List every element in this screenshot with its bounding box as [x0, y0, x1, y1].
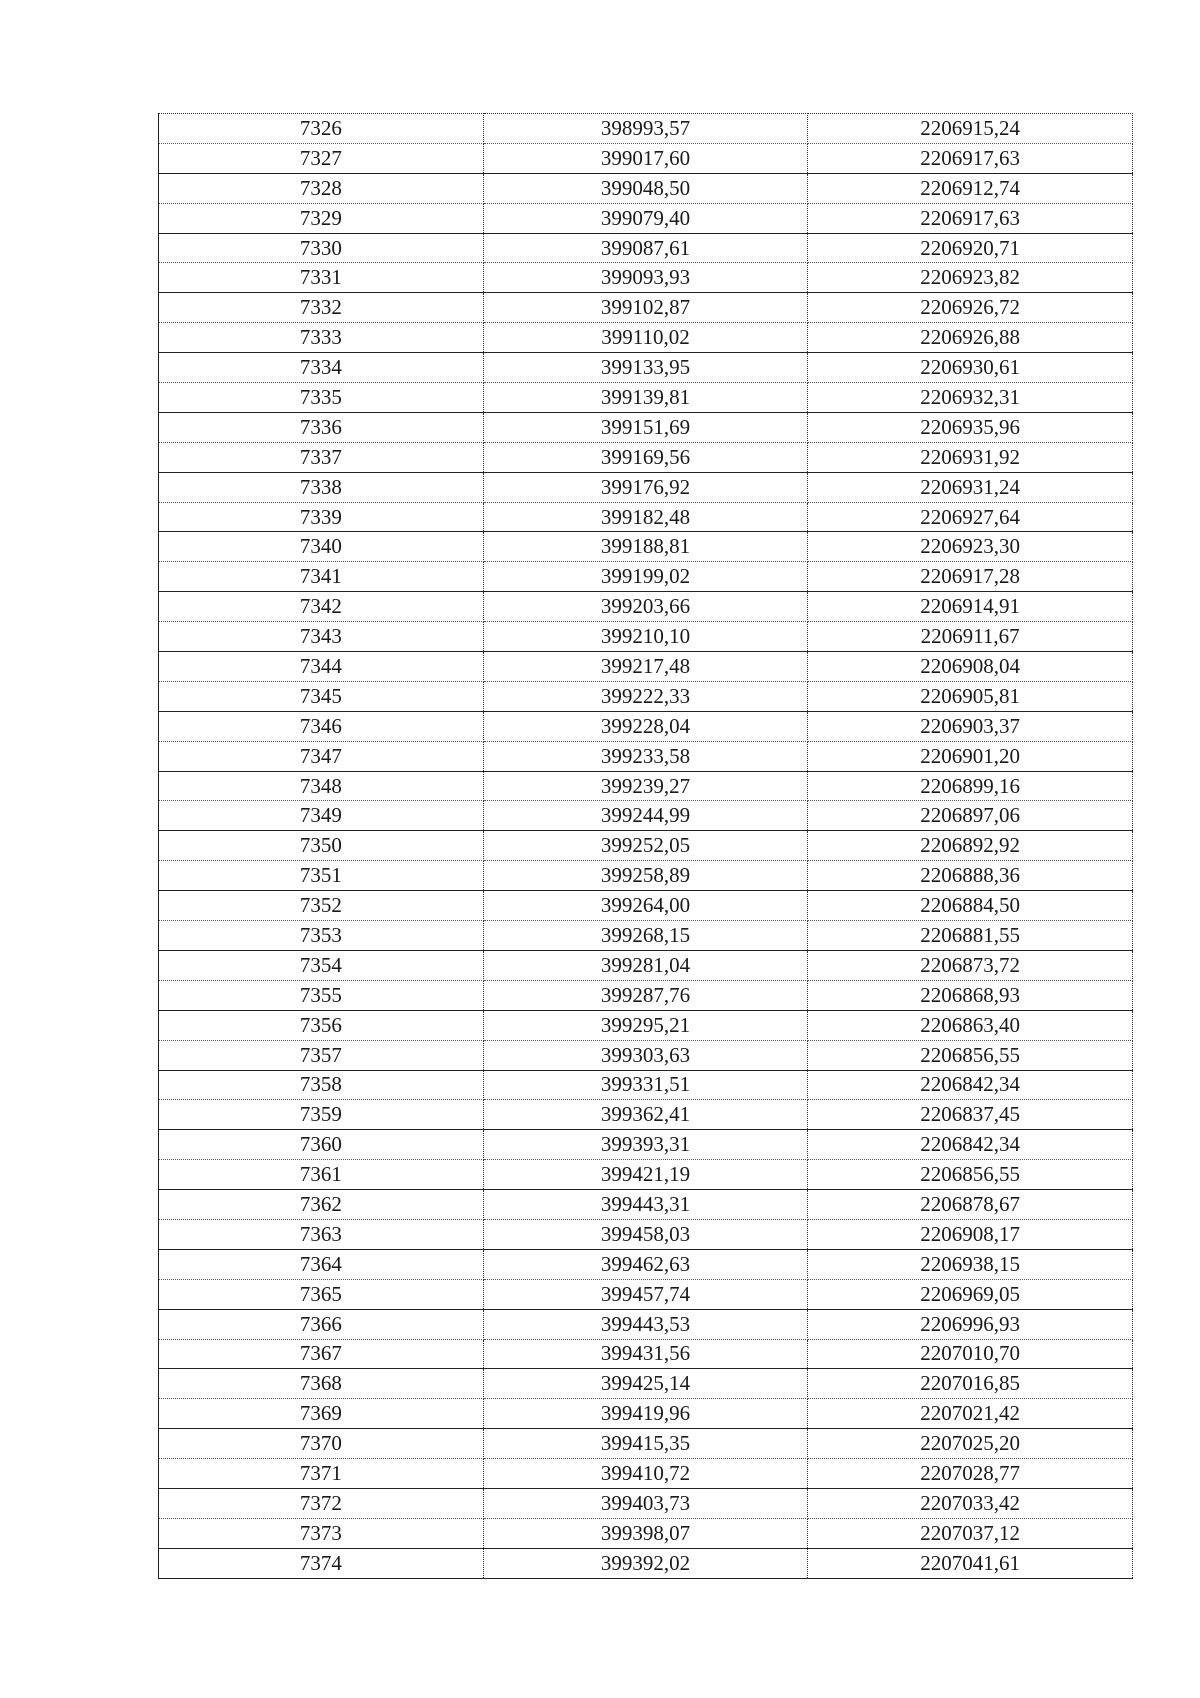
y-coordinate-cell: 2206931,24 [808, 472, 1133, 502]
x-coordinate-cell: 399415,35 [483, 1429, 808, 1459]
table-row [159, 233, 1133, 263]
point-number-cell: 7349 [159, 801, 484, 831]
table-row [159, 1070, 1133, 1100]
x-coordinate-cell: 399421,19 [483, 1160, 808, 1190]
point-number-cell: 7351 [159, 861, 484, 891]
x-coordinate-cell: 399176,92 [483, 472, 808, 502]
y-coordinate-cell: 2207025,20 [808, 1429, 1133, 1459]
table-row [159, 801, 1133, 831]
table-row [159, 114, 1133, 144]
y-coordinate-cell: 2207028,77 [808, 1459, 1133, 1489]
x-coordinate-cell: 399295,21 [483, 1010, 808, 1040]
table-row [159, 1190, 1133, 1220]
y-coordinate-cell: 2206996,93 [808, 1309, 1133, 1339]
table-row [159, 622, 1133, 652]
x-coordinate-cell: 399331,51 [483, 1070, 808, 1100]
x-coordinate-cell: 399087,61 [483, 233, 808, 263]
y-coordinate-cell: 2206842,34 [808, 1130, 1133, 1160]
table-row [159, 1219, 1133, 1249]
point-number-cell: 7344 [159, 652, 484, 682]
table-row [159, 1279, 1133, 1309]
y-coordinate-cell: 2206935,96 [808, 412, 1133, 442]
table-row [159, 472, 1133, 502]
x-coordinate-cell: 398993,57 [483, 114, 808, 144]
x-coordinate-cell: 399151,69 [483, 412, 808, 442]
x-coordinate-cell: 399462,63 [483, 1249, 808, 1279]
table-row [159, 562, 1133, 592]
point-number-cell: 7333 [159, 323, 484, 353]
point-number-cell: 7359 [159, 1100, 484, 1130]
point-number-cell: 7364 [159, 1249, 484, 1279]
point-number-cell: 7341 [159, 562, 484, 592]
x-coordinate-cell: 399079,40 [483, 203, 808, 233]
table-row [159, 652, 1133, 682]
y-coordinate-cell: 2206856,55 [808, 1040, 1133, 1070]
y-coordinate-cell: 2206868,93 [808, 980, 1133, 1010]
table-row [159, 831, 1133, 861]
x-coordinate-cell: 399199,02 [483, 562, 808, 592]
coordinates-table [158, 113, 1133, 1579]
y-coordinate-cell: 2207041,61 [808, 1548, 1133, 1578]
x-coordinate-cell: 399048,50 [483, 173, 808, 203]
x-coordinate-cell: 399203,66 [483, 592, 808, 622]
table-row [159, 1399, 1133, 1429]
table-row [159, 502, 1133, 532]
x-coordinate-cell: 399233,58 [483, 741, 808, 771]
y-coordinate-cell: 2206923,30 [808, 532, 1133, 562]
x-coordinate-cell: 399458,03 [483, 1219, 808, 1249]
y-coordinate-cell: 2207021,42 [808, 1399, 1133, 1429]
point-number-cell: 7327 [159, 143, 484, 173]
table-row [159, 592, 1133, 622]
table-row [159, 1339, 1133, 1369]
point-number-cell: 7330 [159, 233, 484, 263]
point-number-cell: 7367 [159, 1339, 484, 1369]
table-row [159, 143, 1133, 173]
x-coordinate-cell: 399443,53 [483, 1309, 808, 1339]
table-row [159, 980, 1133, 1010]
point-number-cell: 7368 [159, 1369, 484, 1399]
y-coordinate-cell: 2206873,72 [808, 950, 1133, 980]
point-number-cell: 7363 [159, 1219, 484, 1249]
table-row [159, 532, 1133, 562]
x-coordinate-cell: 399182,48 [483, 502, 808, 532]
x-coordinate-cell: 399110,02 [483, 323, 808, 353]
x-coordinate-cell: 399431,56 [483, 1339, 808, 1369]
x-coordinate-cell: 399244,99 [483, 801, 808, 831]
y-coordinate-cell: 2206908,17 [808, 1219, 1133, 1249]
y-coordinate-cell: 2206915,24 [808, 114, 1133, 144]
x-coordinate-cell: 399169,56 [483, 442, 808, 472]
point-number-cell: 7347 [159, 741, 484, 771]
y-coordinate-cell: 2206914,91 [808, 592, 1133, 622]
point-number-cell: 7352 [159, 891, 484, 921]
table-row [159, 1100, 1133, 1130]
y-coordinate-cell: 2206837,45 [808, 1100, 1133, 1130]
point-number-cell: 7332 [159, 293, 484, 323]
y-coordinate-cell: 2206938,15 [808, 1249, 1133, 1279]
y-coordinate-cell: 2206930,61 [808, 353, 1133, 383]
y-coordinate-cell: 2206920,71 [808, 233, 1133, 263]
x-coordinate-cell: 399252,05 [483, 831, 808, 861]
y-coordinate-cell: 2207033,42 [808, 1488, 1133, 1518]
table-row [159, 383, 1133, 413]
point-number-cell: 7371 [159, 1459, 484, 1489]
table-row [159, 921, 1133, 951]
table-row [159, 1369, 1133, 1399]
y-coordinate-cell: 2206892,92 [808, 831, 1133, 861]
point-number-cell: 7355 [159, 980, 484, 1010]
x-coordinate-cell: 399457,74 [483, 1279, 808, 1309]
x-coordinate-cell: 399393,31 [483, 1130, 808, 1160]
point-number-cell: 7354 [159, 950, 484, 980]
point-number-cell: 7353 [159, 921, 484, 951]
y-coordinate-cell: 2206917,28 [808, 562, 1133, 592]
point-number-cell: 7350 [159, 831, 484, 861]
table-row [159, 1518, 1133, 1548]
table-row [159, 950, 1133, 980]
table-row [159, 293, 1133, 323]
y-coordinate-cell: 2206897,06 [808, 801, 1133, 831]
table-row [159, 1459, 1133, 1489]
table-row [159, 771, 1133, 801]
y-coordinate-cell: 2206911,67 [808, 622, 1133, 652]
x-coordinate-cell: 399239,27 [483, 771, 808, 801]
x-coordinate-cell: 399410,72 [483, 1459, 808, 1489]
x-coordinate-cell: 399264,00 [483, 891, 808, 921]
x-coordinate-cell: 399228,04 [483, 711, 808, 741]
x-coordinate-cell: 399281,04 [483, 950, 808, 980]
y-coordinate-cell: 2206923,82 [808, 263, 1133, 293]
table-row [159, 173, 1133, 203]
table-row [159, 203, 1133, 233]
point-number-cell: 7336 [159, 412, 484, 442]
y-coordinate-cell: 2206901,20 [808, 741, 1133, 771]
table-row [159, 263, 1133, 293]
table-row [159, 323, 1133, 353]
y-coordinate-cell: 2206842,34 [808, 1070, 1133, 1100]
y-coordinate-cell: 2206926,72 [808, 293, 1133, 323]
x-coordinate-cell: 399268,15 [483, 921, 808, 951]
y-coordinate-cell: 2206878,67 [808, 1190, 1133, 1220]
x-coordinate-cell: 399398,07 [483, 1518, 808, 1548]
y-coordinate-cell: 2206926,88 [808, 323, 1133, 353]
point-number-cell: 7337 [159, 442, 484, 472]
point-number-cell: 7343 [159, 622, 484, 652]
point-number-cell: 7357 [159, 1040, 484, 1070]
point-number-cell: 7366 [159, 1309, 484, 1339]
table-row [159, 353, 1133, 383]
y-coordinate-cell: 2206863,40 [808, 1010, 1133, 1040]
x-coordinate-cell: 399419,96 [483, 1399, 808, 1429]
table-row [159, 1548, 1133, 1578]
table-row [159, 1010, 1133, 1040]
table-row [159, 1040, 1133, 1070]
point-number-cell: 7356 [159, 1010, 484, 1040]
point-number-cell: 7370 [159, 1429, 484, 1459]
point-number-cell: 7374 [159, 1548, 484, 1578]
y-coordinate-cell: 2206903,37 [808, 711, 1133, 741]
point-number-cell: 7340 [159, 532, 484, 562]
x-coordinate-cell: 399139,81 [483, 383, 808, 413]
x-coordinate-cell: 399133,95 [483, 353, 808, 383]
table-row [159, 1249, 1133, 1279]
point-number-cell: 7346 [159, 711, 484, 741]
y-coordinate-cell: 2206917,63 [808, 143, 1133, 173]
table-row [159, 412, 1133, 442]
x-coordinate-cell: 399217,48 [483, 652, 808, 682]
x-coordinate-cell: 399403,73 [483, 1488, 808, 1518]
point-number-cell: 7345 [159, 681, 484, 711]
y-coordinate-cell: 2206969,05 [808, 1279, 1133, 1309]
y-coordinate-cell: 2207010,70 [808, 1339, 1133, 1369]
y-coordinate-cell: 2206905,81 [808, 681, 1133, 711]
x-coordinate-cell: 399093,93 [483, 263, 808, 293]
point-number-cell: 7339 [159, 502, 484, 532]
point-number-cell: 7342 [159, 592, 484, 622]
y-coordinate-cell: 2206856,55 [808, 1160, 1133, 1190]
y-coordinate-cell: 2207016,85 [808, 1369, 1133, 1399]
x-coordinate-cell: 399017,60 [483, 143, 808, 173]
x-coordinate-cell: 399222,33 [483, 681, 808, 711]
x-coordinate-cell: 399258,89 [483, 861, 808, 891]
point-number-cell: 7360 [159, 1130, 484, 1160]
x-coordinate-cell: 399362,41 [483, 1100, 808, 1130]
point-number-cell: 7372 [159, 1488, 484, 1518]
x-coordinate-cell: 399210,10 [483, 622, 808, 652]
point-number-cell: 7335 [159, 383, 484, 413]
table-row [159, 1160, 1133, 1190]
table-row [159, 1429, 1133, 1459]
table-row [159, 1130, 1133, 1160]
y-coordinate-cell: 2206927,64 [808, 502, 1133, 532]
y-coordinate-cell: 2206912,74 [808, 173, 1133, 203]
y-coordinate-cell: 2206931,92 [808, 442, 1133, 472]
x-coordinate-cell: 399102,87 [483, 293, 808, 323]
point-number-cell: 7348 [159, 771, 484, 801]
point-number-cell: 7331 [159, 263, 484, 293]
point-number-cell: 7362 [159, 1190, 484, 1220]
table-row [159, 711, 1133, 741]
y-coordinate-cell: 2206881,55 [808, 921, 1133, 951]
point-number-cell: 7329 [159, 203, 484, 233]
table-row [159, 741, 1133, 771]
x-coordinate-cell: 399392,02 [483, 1548, 808, 1578]
point-number-cell: 7373 [159, 1518, 484, 1548]
table-row [159, 861, 1133, 891]
x-coordinate-cell: 399287,76 [483, 980, 808, 1010]
point-number-cell: 7358 [159, 1070, 484, 1100]
table-row [159, 442, 1133, 472]
point-number-cell: 7328 [159, 173, 484, 203]
point-number-cell: 7334 [159, 353, 484, 383]
point-number-cell: 7361 [159, 1160, 484, 1190]
y-coordinate-cell: 2206888,36 [808, 861, 1133, 891]
table-row [159, 891, 1133, 921]
table-row [159, 1309, 1133, 1339]
point-number-cell: 7338 [159, 472, 484, 502]
point-number-cell: 7369 [159, 1399, 484, 1429]
point-number-cell: 7326 [159, 114, 484, 144]
table-row [159, 681, 1133, 711]
y-coordinate-cell: 2206899,16 [808, 771, 1133, 801]
x-coordinate-cell: 399188,81 [483, 532, 808, 562]
x-coordinate-cell: 399425,14 [483, 1369, 808, 1399]
y-coordinate-cell: 2206908,04 [808, 652, 1133, 682]
y-coordinate-cell: 2206884,50 [808, 891, 1133, 921]
x-coordinate-cell: 399303,63 [483, 1040, 808, 1070]
y-coordinate-cell: 2206932,31 [808, 383, 1133, 413]
y-coordinate-cell: 2206917,63 [808, 203, 1133, 233]
x-coordinate-cell: 399443,31 [483, 1190, 808, 1220]
y-coordinate-cell: 2207037,12 [808, 1518, 1133, 1548]
coordinates-table-body [159, 114, 1133, 1579]
table-row [159, 1488, 1133, 1518]
point-number-cell: 7365 [159, 1279, 484, 1309]
